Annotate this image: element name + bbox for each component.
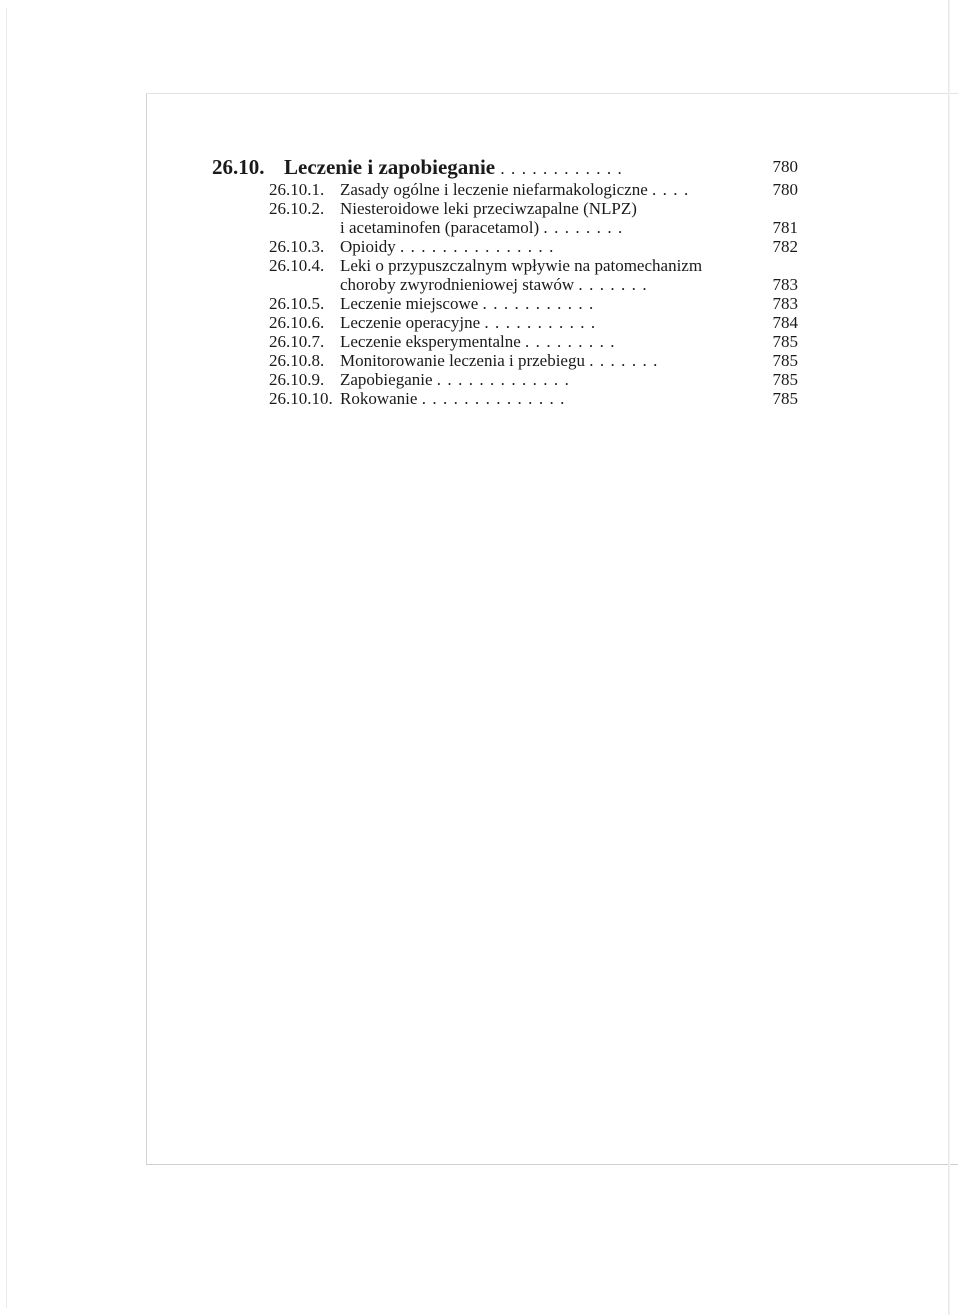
toc-entry-number: 26.10.8. xyxy=(269,351,325,370)
toc-entry xyxy=(212,332,812,351)
toc-entry-number: 26.10.10. xyxy=(269,389,333,408)
toc-entry-title: choroby zwyrodnieniowej stawów ....... xyxy=(340,275,653,294)
toc-entry-page: 785 xyxy=(772,332,798,351)
toc-entry xyxy=(212,275,812,294)
toc-entry-page: 784 xyxy=(772,313,798,332)
toc-main-entry xyxy=(212,156,812,178)
toc-entry-title: i acetaminofen (paracetamol) ........ xyxy=(340,218,629,237)
toc-entry xyxy=(212,180,812,199)
toc-entry-page: 785 xyxy=(772,389,798,408)
toc-entry-title: Leczenie miejscowe ........... xyxy=(340,294,600,313)
toc-entry-title: Opioidy ............... xyxy=(340,237,560,256)
toc-entry xyxy=(212,370,812,389)
toc-entry-page: 785 xyxy=(772,370,798,389)
toc-entry-page: 781 xyxy=(772,218,798,237)
toc-entry-number: 26.10.2. xyxy=(269,199,325,218)
scan-edge-right xyxy=(948,0,950,1315)
toc-entry xyxy=(212,294,812,313)
toc-entry-page: 785 xyxy=(772,351,798,370)
toc-entry-title: Niesteroidowe leki przeciwzapalne (NLPZ) xyxy=(340,199,637,218)
table-of-contents xyxy=(212,156,812,408)
toc-entry-title: Monitorowanie leczenia i przebiegu ....... xyxy=(340,351,664,370)
toc-entry-page: 780 xyxy=(772,180,798,199)
toc-main-number: 26.10. xyxy=(212,155,265,179)
toc-entry xyxy=(212,199,812,218)
toc-entry-number: 26.10.4. xyxy=(269,256,325,275)
toc-entry-number: 26.10.3. xyxy=(269,237,325,256)
toc-entry-title: Leki o przypuszczalnym wpływie na patomechanizm xyxy=(340,256,703,275)
toc-entry xyxy=(212,351,812,370)
toc-entry-number: 26.10.5. xyxy=(269,294,325,313)
scan-edge-left xyxy=(6,8,7,1308)
toc-entry xyxy=(212,218,812,237)
toc-entry-title: Leczenie operacyjne ........... xyxy=(340,313,602,332)
toc-entry-number: 26.10.6. xyxy=(269,313,325,332)
toc-entry xyxy=(212,256,812,275)
toc-main-title: Leczenie i zapobieganie ............ xyxy=(284,155,629,179)
toc-entry xyxy=(212,237,812,256)
toc-entry-number: 26.10.9. xyxy=(269,370,325,389)
toc-entry-title: Zasady ogólne i leczenie niefarmakologiczne .... xyxy=(340,180,695,199)
toc-entry-page: 782 xyxy=(772,237,798,256)
toc-entry-title: Leczenie eksperymentalne ......... xyxy=(340,332,621,351)
toc-entry-number: 26.10.7. xyxy=(269,332,325,351)
toc-entry-title: Rokowanie .............. xyxy=(340,389,571,408)
toc-entry-title: Zapobieganie ............. xyxy=(340,370,576,389)
toc-entry-page: 783 xyxy=(772,294,798,313)
toc-entry-page: 783 xyxy=(772,275,798,294)
toc-main-page: 780 xyxy=(772,157,798,176)
toc-entry xyxy=(212,389,812,408)
toc-entry xyxy=(212,313,812,332)
toc-entry-number: 26.10.1. xyxy=(269,180,325,199)
